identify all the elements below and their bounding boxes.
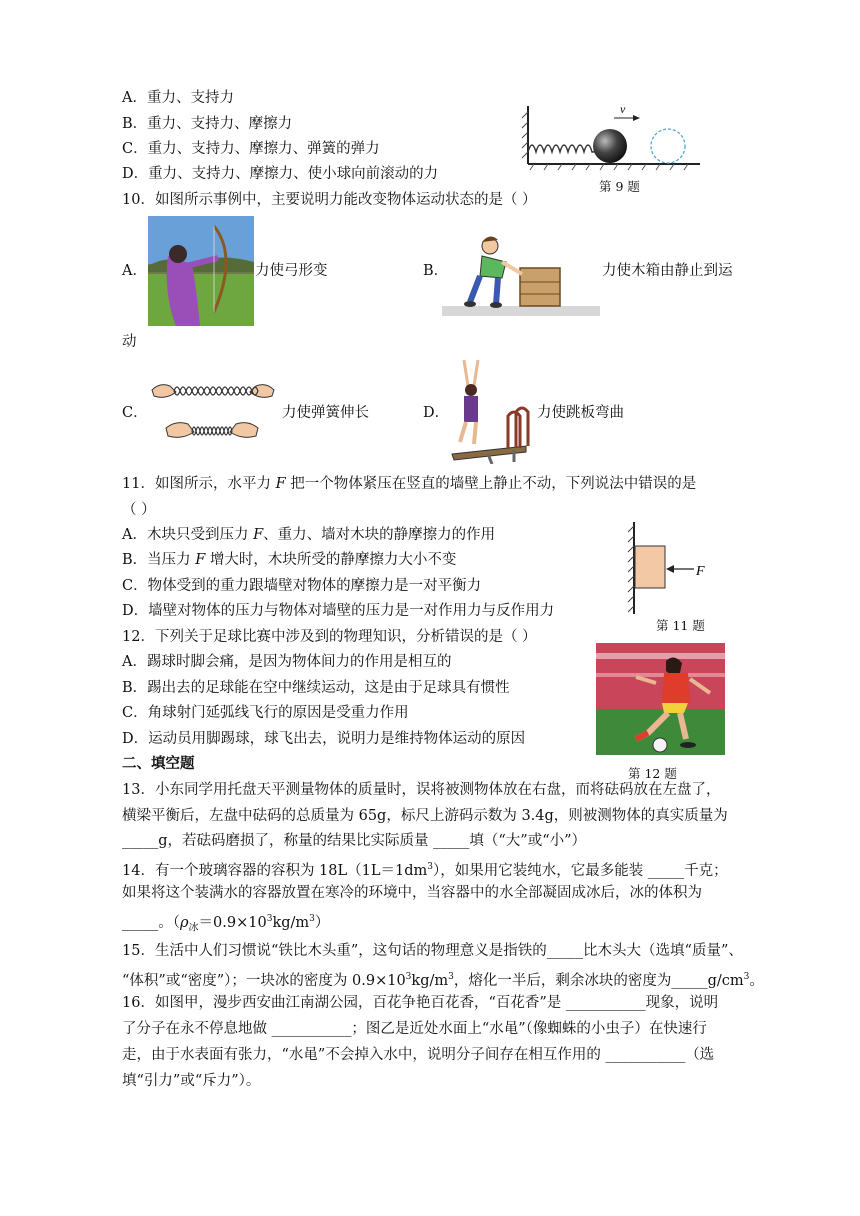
ball-ghost-shape <box>651 129 685 163</box>
q12-caption: 第 12 题 <box>628 766 677 781</box>
force-label: F <box>696 564 705 579</box>
ball-shape <box>593 129 627 163</box>
q9-spring-ball-figure <box>518 100 706 172</box>
q10-stem: 10．如图所示事例中，主要说明力能改变物体运动状态的是（ ） <box>122 192 537 208</box>
q15-line1: 15．生活中人们习惯说“铁比木头重”，这句话的物理意义是指铁的_____比木头大（选填“质量”、 <box>122 943 743 959</box>
q10-d-text: 力使跳板弯曲 <box>537 405 624 421</box>
q16-line4: 填“引力”或“斥力”）。 <box>122 1073 261 1089</box>
q13-line3: _____g，若砝码磨损了，称量的结果比实际质量 _____填（“大”或“小”） <box>122 833 587 849</box>
q10-a-label: A． <box>122 263 147 279</box>
q12-option-a: A．踢球时脚会痛，是因为物体间力的作用是相互的 <box>122 654 452 670</box>
section-heading-fill-in: 二、填空题 <box>122 755 195 772</box>
spring-stretch-figure <box>146 376 280 448</box>
q12-option-c: C．角球射门延弧线飞行的原因是受重力作用 <box>122 705 409 721</box>
q10-c-label: C． <box>122 405 148 421</box>
q14-line2: 如果将这个装满水的容器放置在寒冷的环境中，当容器中的水全部凝固成冰后，冰的体积为 <box>122 885 702 901</box>
q10-d-label: D． <box>423 405 450 421</box>
q10-b-continuation: 动 <box>122 334 137 350</box>
q11-option-d: D．墙壁对物体的压力与物体对墙壁的压力是一对作用力与反作用力 <box>122 603 555 619</box>
q14-line1: 14．有一个玻璃容器的容积为 $18L(1L=1dm^3)$，如果用它装纯水，它最多能装 _____千克； <box>122 862 728 879</box>
q16-line1: 16．如图甲，漫步西安曲江南湖公园，百花争艳百花香，“百花香”是 ___________现象，说明 <box>122 995 719 1011</box>
q10-b-label: B． <box>423 263 449 279</box>
q16-line3: 走，由于水表面有张力，“水黾”不会掉入水中，说明分子间存在相互作用的 ___________（选 <box>122 1047 715 1063</box>
q11-caption: 第 11 题 <box>656 618 705 633</box>
q14-line3: _____。$(\rho_冰=0.9\times 10^3kg/m^3)$ <box>122 914 330 934</box>
archery-photo <box>148 216 254 326</box>
q15-line2: “体积”或“密度”）；一块冰的密度为 $0.9\times 10^3kg/m^3$，熔化一半后，剩余冰块的密度为$\_\_\_\_\_g/cm^3$。 <box>122 972 764 989</box>
q9-option-d: D．重力、支持力、摩擦力、使小球向前滚动的力 <box>122 166 439 182</box>
q16-line2: 了分子在永不停息地做 ___________；图乙是近处水面上“水黾”（像蜘蛛的小虫子）在快速行 <box>122 1021 707 1037</box>
q10-b-text: 力使木箱由静止到运 <box>602 263 733 279</box>
q11-stem: 11．如图所示，水平力 F 把一个物体紧压在竖直的墙壁上静止不动，下列说法中错误的是 <box>122 476 697 492</box>
q13-line1: 13．小东同学用托盘天平测量物体的质量时，误将被测物体放在右盘，而将砝码放在左盘了， <box>122 782 721 798</box>
q9-caption: 第 9 题 <box>599 179 640 194</box>
q12-stem: 12．下列关于足球比赛中涉及到的物理知识，分析错误的是（ ） <box>122 629 537 645</box>
q9-option-a: A．重力、支持力 <box>122 90 234 106</box>
diving-board-figure <box>448 356 534 464</box>
q11-wall-block-figure <box>624 520 714 616</box>
q9-option-c: C．重力、支持力、摩擦力、弹簧的弹力 <box>122 141 380 157</box>
q12-option-d: D．运动员用脚踢球，球飞出去，说明力是维持物体运动的原因 <box>122 731 526 747</box>
q11-option-c: C．物体受到的重力跟墙壁对物体的摩擦力是一对平衡力 <box>122 578 482 594</box>
q10-c-text: 力使弹簧伸长 <box>282 405 369 421</box>
velocity-label: v <box>620 102 626 116</box>
q9-option-b: B．重力、支持力、摩擦力 <box>122 116 293 132</box>
q10-a-text: 力使弓形变 <box>255 263 328 279</box>
q11-option-a: A．木块只受到压力 F、重力、墙对木块的静摩擦力的作用 <box>122 527 496 543</box>
q11-option-b: B．当压力 F 增大时，木块所受的静摩擦力大小不变 <box>122 552 457 568</box>
football-photo <box>596 643 725 755</box>
q11-stem-continuation: （ ） <box>122 502 156 518</box>
push-box-figure <box>440 232 602 320</box>
q13-line2: 横梁平衡后，左盘中砝码的总质量为 65g，标尺上游码示数为 3.4g，则被测物体的真实质量为 <box>122 808 728 824</box>
q12-option-b: B．踢出去的足球能在空中继续运动，这是由于足球具有惯性 <box>122 680 510 696</box>
